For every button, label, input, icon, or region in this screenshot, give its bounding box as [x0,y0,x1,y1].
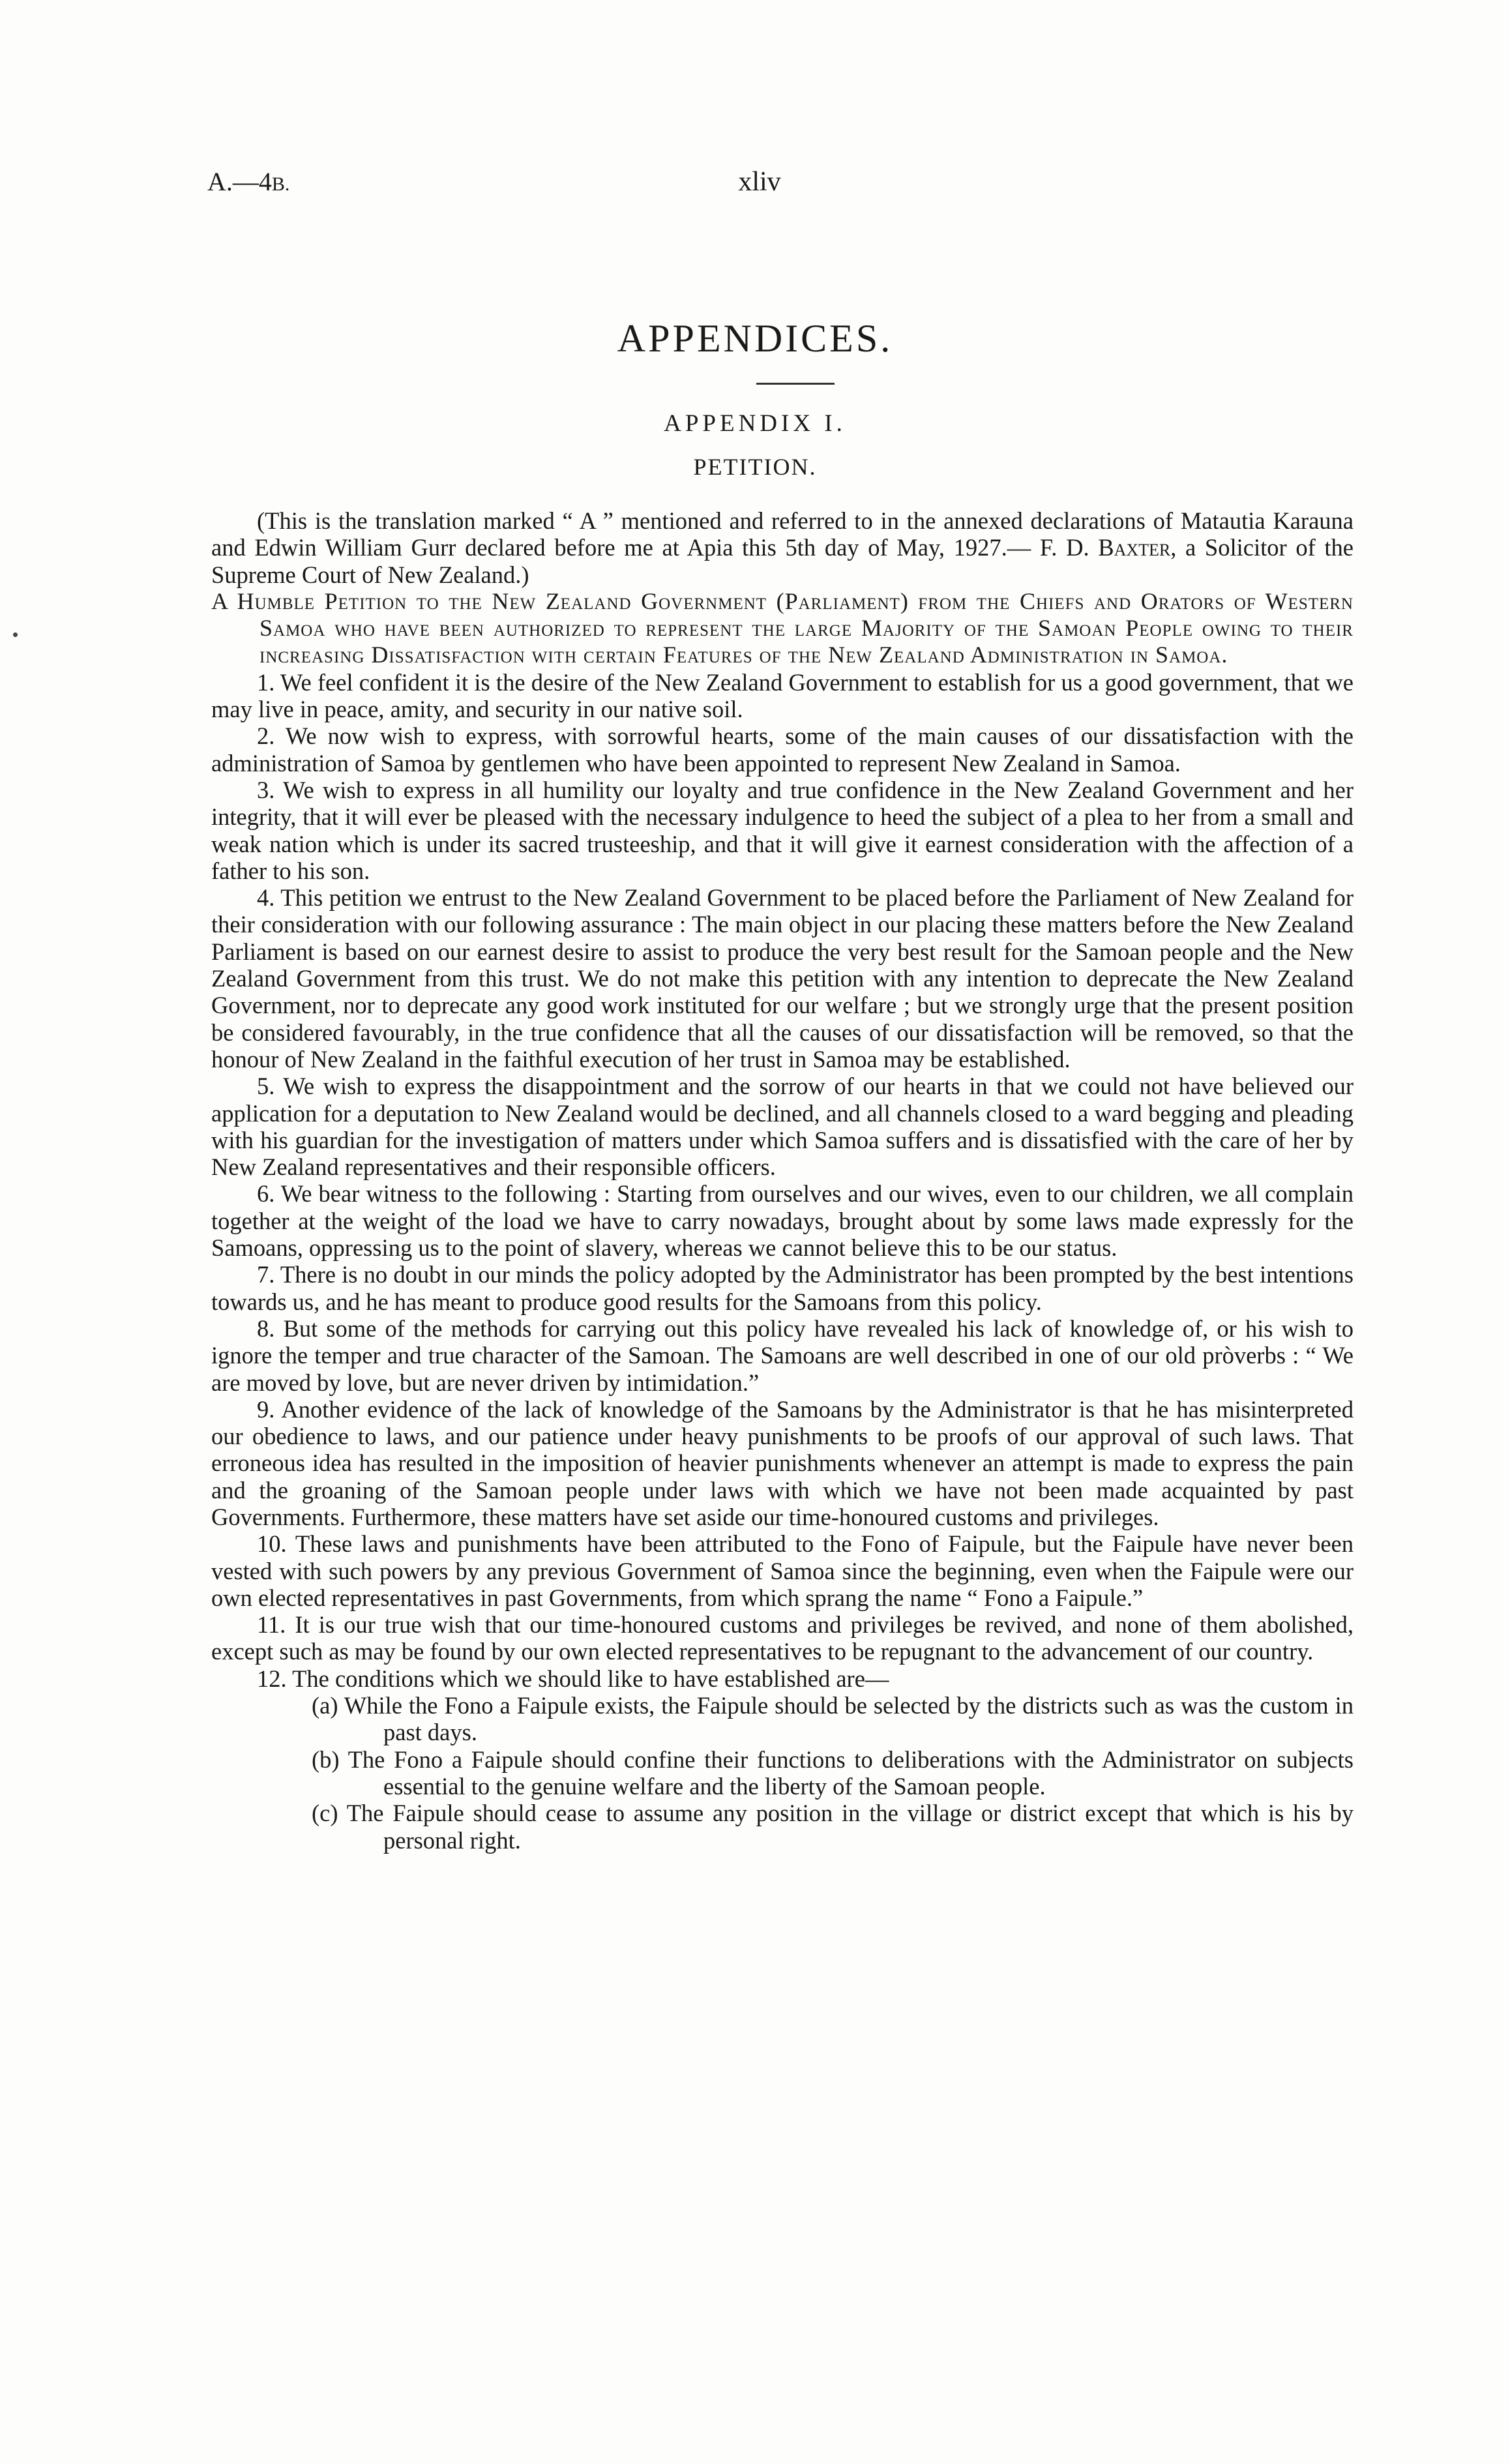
paragraph-4: 4. This petition we entrust to the New Zealand Government to be placed before the Parliament of New Zealand for their consideration with our following assurance : The main object in our placing these matters before the New Zealand Parliament is based on our earnest desire to assist to produce the very best result for the Samoan people and the New Zealand Government from this trust. We do not make this petition with any intention to deprecate the New Zealand Government, nor to deprecate any good work instituted for our welfare ; but we strongly urge that the present position be considered favourably, in the true confidence that all the causes of our dissatisfaction will be removed, so that the honour of New Zealand in the faithful execution of her trust in Samoa may be established. [211,884,1354,1073]
document-body [211,507,1354,1854]
paragraph-1: 1. We feel confident it is the desire of the New Zealand Government to establish for us a good government, that we may live in peace, amity, and security in our native soil. [211,668,1354,723]
paragraph-9: 9. Another evidence of the lack of knowledge of the Samoans by the Administrator is that he has misinterpreted our obedience to laws, and our patience under heavy punishments to be proofs of our approval of such laws. That erroneous idea has resulted in the imposition of heavier punishments whenever an attempt is made to express the pain and the groaning of the Samoan people under laws with which we have not been made acquainted by past Governments. Furthermore, these matters have set aside our time-honoured customs and privileges. [211,1395,1354,1530]
sub-item-b [211,1746,1354,1800]
paragraph-11: 11. It is our true wish that our time-honoured customs and privileges be revived, and none of them abolished, except such as may be found by our own elected representatives to be repugnant to the advancement of our country. [211,1611,1354,1665]
paragraph-6: 6. We bear witness to the following : Starting from ourselves and our wives, even to our children, we all complain together at the weight of the load we have to carry nowadays, brought about by some laws made expressly for the Samoans, oppressing us to the point of slavery, whereas we cannot believe this to be our status. [211,1180,1354,1262]
solicitor-name: Baxter [1098,534,1171,561]
paragraph-10: 10. These laws and punishments have been attributed to the Fono of Faipule, but the Faipule have never been vested with such powers by any previous Government of Samoa since the beginning, even when the Faipule were our own elected representatives in past Governments, from which sprang the name “ Fono a Faipule.” [211,1530,1354,1611]
paragraph-12: 12. The conditions which we should like to have established are— [257,1665,889,1692]
sub-item-a [211,1692,1354,1746]
sub-item-label: (b) [312,1745,340,1773]
sub-item-text: The Faipule should cease to assume any position in the village or district except that which is his by personal right. [346,1800,1354,1854]
sub-item-label: (c) [312,1800,338,1827]
paragraph-2: 2. We now wish to express, with sorrowful hearts, some of the main causes of our dissatisfaction with the administration of Samoa by gentlemen who have been appointed to represent New Zealand in Samoa. [211,722,1354,777]
translation-note-before: (This is the translation marked “ A ” mentioned and referred to in the annexed declarations of Matautia Karauna and Edwin William Gurr declared before me at Apia this 5th day of May, 1927.— F. D. [211,507,1354,561]
paragraph-3: 3. We wish to express in all humility our loyalty and true confidence in the New Zealand Government and her integrity, that it will ever be pleased with the necessary indulgence to heed the subject of a plea to her from a small and weak nation which is under its sacred trusteeship, and that it will give it earnest consideration with the affection of a father to his son. [211,776,1354,884]
page-number: xliv [738,167,781,197]
sub-item-c [211,1800,1354,1854]
doc-ref-suffix: B. [271,173,290,195]
section-title: PETITION. [693,454,817,480]
translation-note [211,507,1354,588]
paragraph-8: 8. But some of the methods for carrying out this policy have revealed his lack of knowledge of, or his wish to ignore the temper and true character of the Samoan. The Samoans are well described in one of our old pròverbs : “ We are moved by love, but are never driven by intimidation.” [211,1314,1354,1396]
sub-item-text: The Fono a Faipule should confine their functions to deliberations with the Administrator on subjects essential to the genuine welfare and the liberty of the Samoan people. [348,1745,1354,1800]
margin-mark [13,632,18,637]
document-reference [207,166,289,197]
paragraph-5: 5. We wish to express the disappointment and the sorrow of our hearts in that we could not have believed our application for a deputation to New Zealand would be declined, and all channels closed to a ward begging and pleading with his guardian for the investigation of matters under which Samoa suffers and is dissatisfied with the care of her by New Zealand representatives and their responsible officers. [211,1073,1354,1181]
sub-item-label: (a) [312,1692,338,1719]
paragraph-7: 7. There is no doubt in our minds the policy adopted by the Administrator has been prompted by the best intentions towards us, and he has meant to produce good results for the Samoans from this policy. [211,1261,1354,1315]
title-divider [756,383,835,385]
translation-note-after: , a Solicitor of the Supreme Court of New Zealand.) [211,534,1354,588]
sub-item-text: While the Fono a Faipule exists, the Faipule should be selected by the districts such as was the custom in past days. [344,1692,1354,1746]
appendix-heading: APPENDIX I. [664,410,846,437]
doc-ref-prefix: A.—4 [207,167,272,196]
petition-heading: A Humble Petition to the New Zealand Government (Parliament) from the Chiefs and Orators of Western Samoa who have been authorized to represent the large Majority of the Samoan People owing to their increasing Dissatisfaction with certain Features of the New Zealand Administration in Samoa. [211,587,1354,668]
page-title: APPENDICES. [617,317,893,360]
